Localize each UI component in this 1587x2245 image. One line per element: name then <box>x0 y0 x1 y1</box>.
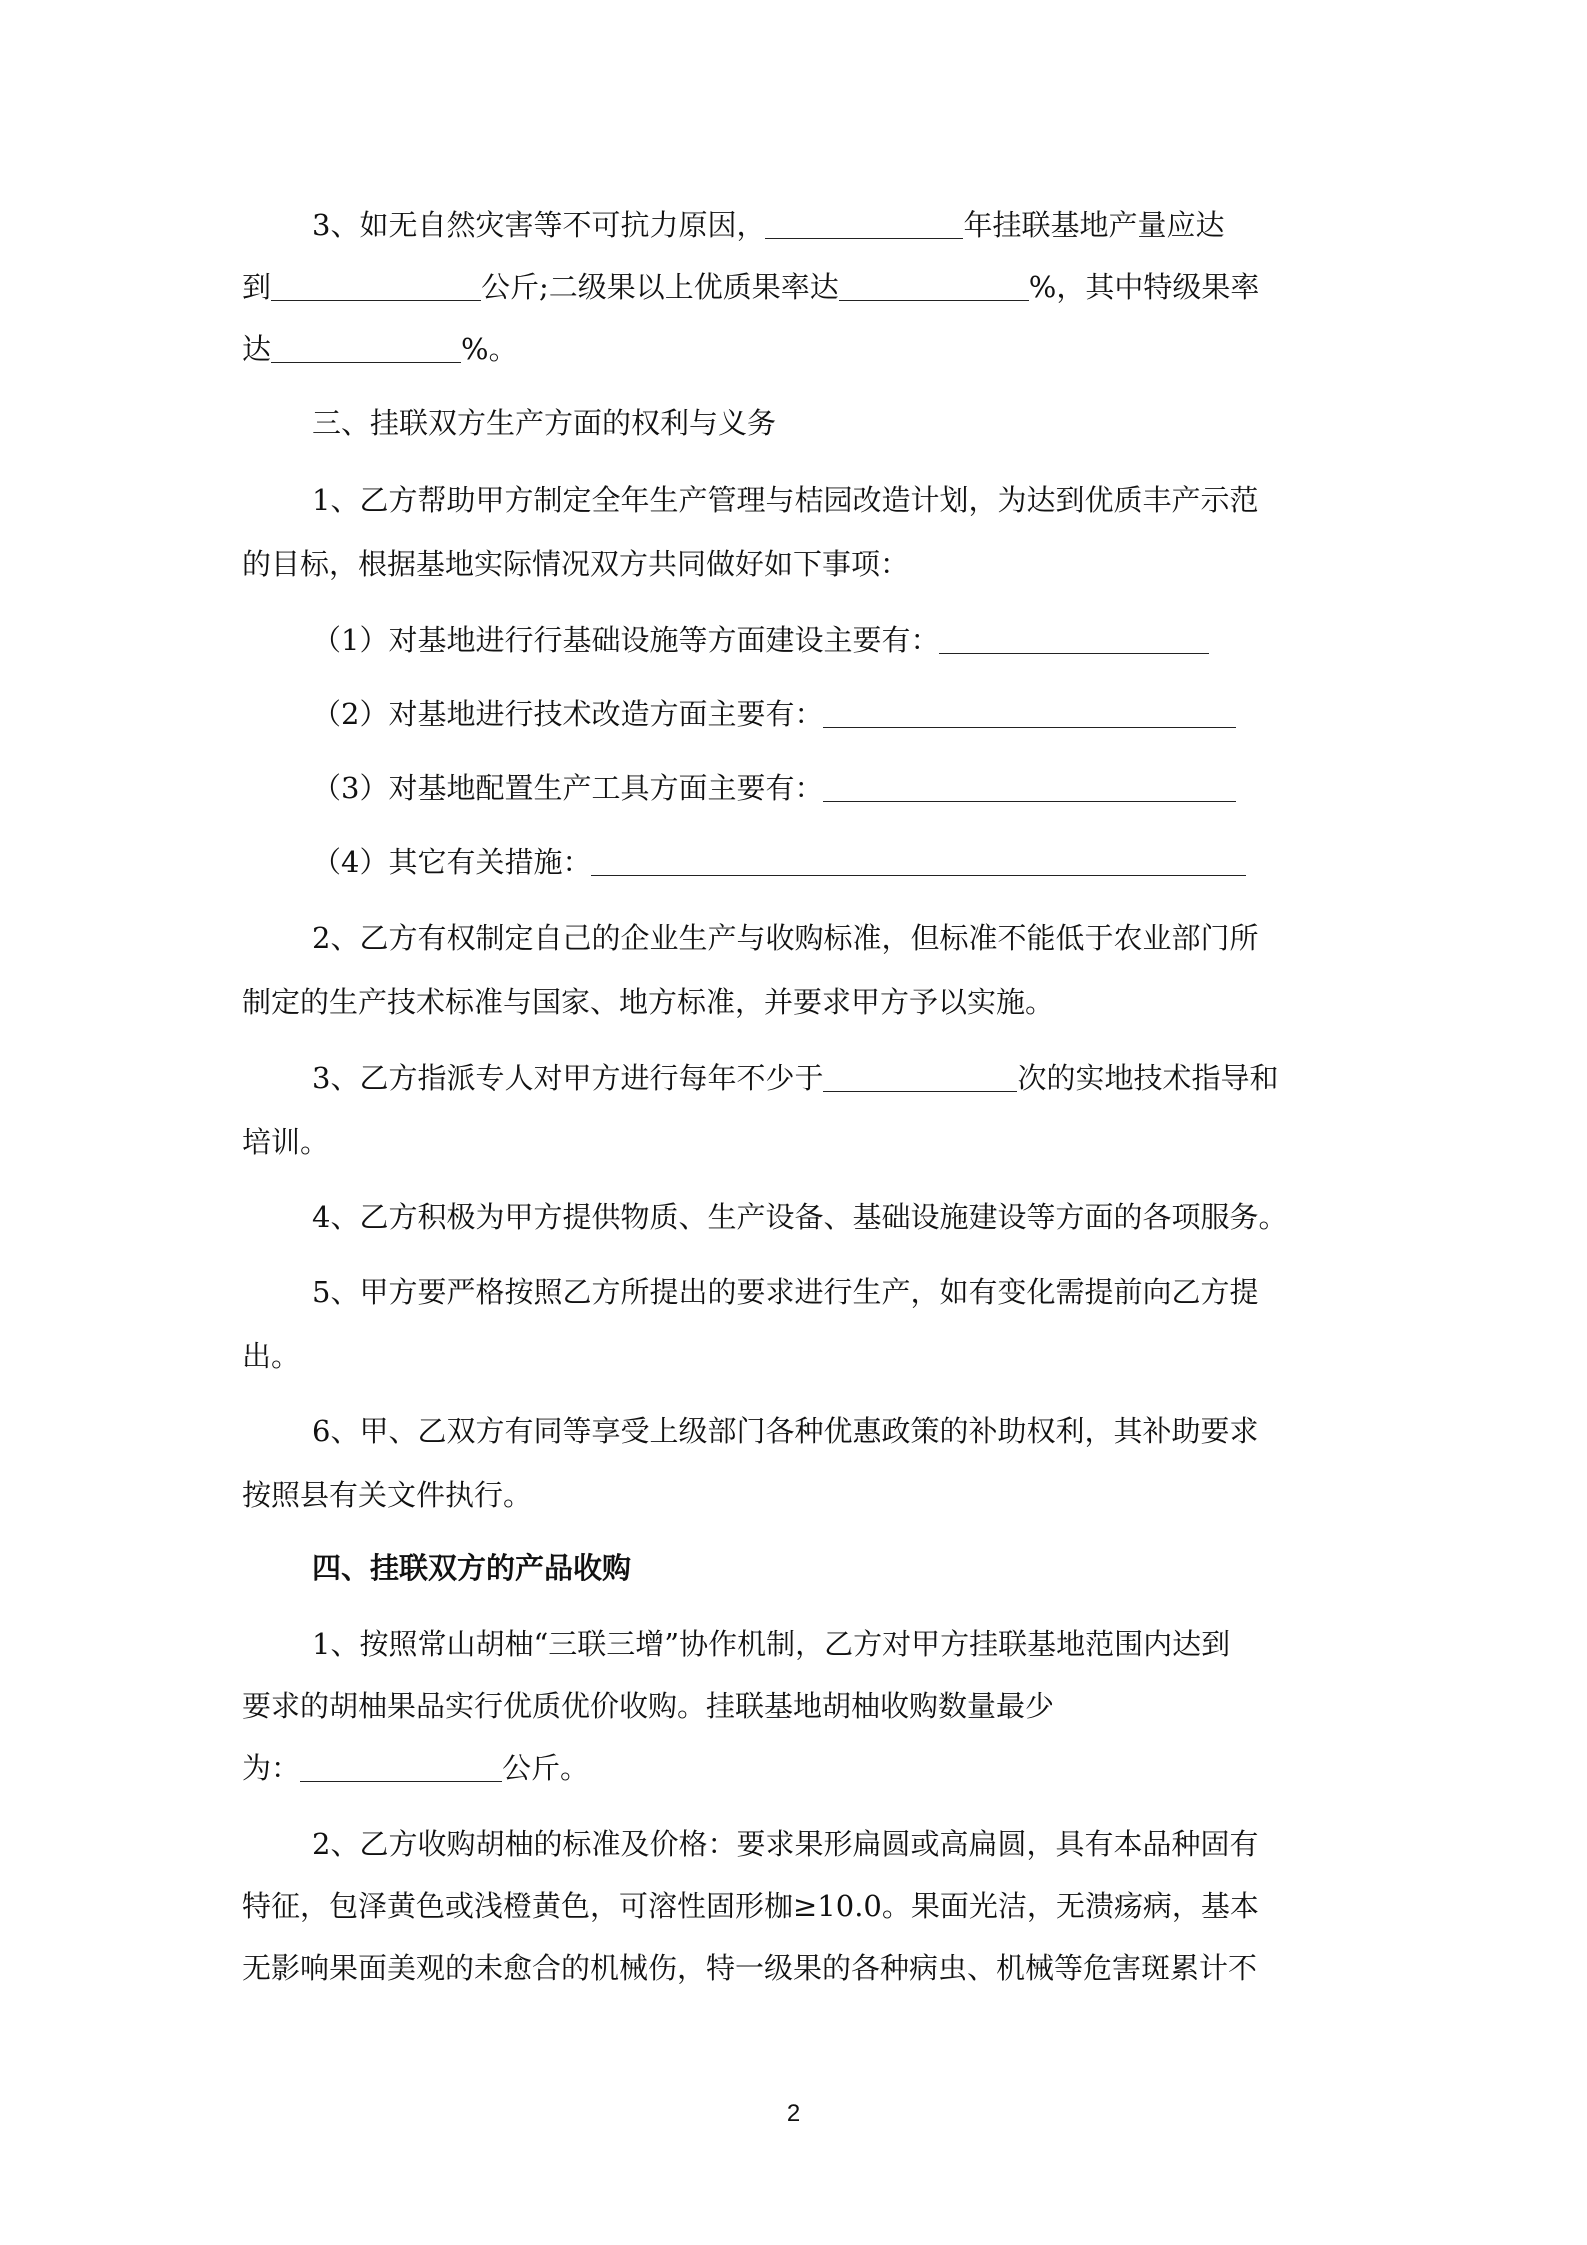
s3-p3-line-1 <box>312 1058 1278 1098</box>
item-label: （4）其它有关措施： <box>312 845 592 879</box>
s3-p2-line-2: 制定的生产技术标准与国家、地方标准，并要求甲方予以实施。 <box>242 985 1055 1019</box>
s3-item-3 <box>312 768 1236 808</box>
s4-p1-line-3 <box>242 1748 589 1788</box>
s4-p2-line-3: 无影响果面美观的未愈合的机械伤，特一级果的各种病虫、机械等危害斑累计不 <box>242 1951 1258 1985</box>
s3-p4: 4、乙方积极为甲方提供物质、生产设备、基础设施建设等方面的各项服务。 <box>312 1200 1288 1234</box>
section-4-heading: 四、挂联双方的产品收购 <box>312 1551 632 1585</box>
s3-p1-line-1: 1、乙方帮助甲方制定全年生产管理与桔园改造计划，为达到优质丰产示范 <box>312 483 1259 517</box>
clause-text: 年挂联基地产量应达 <box>963 208 1225 242</box>
clause-text: %，其中特级果率 <box>1028 270 1260 304</box>
yield-clause-line-3 <box>242 329 518 369</box>
s4-p2-line-2: 特征，包泽黄色或浅橙黄色，可溶性固形枷≥10.0。果面光洁，无溃疡病，基本 <box>242 1889 1259 1923</box>
s3-p6-line-2: 按照县有关文件执行。 <box>242 1478 533 1512</box>
quality-rate-blank[interactable] <box>839 270 1029 301</box>
section-3-heading: 三、挂联双方生产方面的权利与义务 <box>312 406 777 440</box>
clause-text: 公斤。 <box>502 1751 590 1785</box>
page-number: 2 <box>786 2100 801 2127</box>
s3-item-4 <box>312 842 1246 882</box>
other-measures-blank[interactable] <box>591 845 1246 876</box>
item-label: （1）对基地进行行基础设施等方面建设主要有： <box>312 623 940 657</box>
s4-p1-line-1: 1、按照常山胡柚“三联三增”协作机制，乙方对甲方挂联基地范围内达到 <box>312 1627 1231 1661</box>
premium-rate-blank[interactable] <box>271 332 461 363</box>
clause-text: 次的实地技术指导和 <box>1017 1061 1279 1095</box>
s3-p3-line-2: 培训。 <box>242 1125 330 1159</box>
s3-p5-line-2: 出。 <box>242 1339 301 1373</box>
s3-p2-line-1: 2、乙方有权制定自己的企业生产与收购标准，但标准不能低于农业部门所 <box>312 921 1259 955</box>
s4-p1-line-2: 要求的胡柚果品实行优质优价收购。挂联基地胡柚收购数量最少 <box>242 1689 1055 1723</box>
tech-upgrade-blank[interactable] <box>823 697 1236 728</box>
s3-p5-line-1: 5、甲方要严格按照乙方所提出的要求进行生产，如有变化需提前向乙方提 <box>312 1275 1259 1309</box>
yield-clause-line-1 <box>312 205 1224 245</box>
clause-text: 为： <box>242 1751 301 1785</box>
clause-text: 3、如无自然灾害等不可抗力原因， <box>312 208 766 242</box>
item-label: （2）对基地进行技术改造方面主要有： <box>312 697 824 731</box>
yield-kg-blank[interactable] <box>271 270 481 301</box>
s3-p6-line-1: 6、甲、乙双方有同等享受上级部门各种优惠政策的补助权利，其补助要求 <box>312 1414 1259 1448</box>
clause-text: %。 <box>461 332 518 366</box>
s3-item-2 <box>312 694 1236 734</box>
year-blank[interactable] <box>765 208 963 239</box>
s3-p1-line-2: 的目标，根据基地实际情况双方共同做好如下事项： <box>242 547 910 581</box>
s3-item-1 <box>312 620 1209 660</box>
clause-text: 公斤;二级果以上优质果率达 <box>481 270 839 304</box>
clause-text: 达 <box>242 332 272 366</box>
s4-p2-line-1: 2、乙方收购胡柚的标准及价格：要求果形扁圆或高扁圆，具有本品种固有 <box>312 1827 1259 1861</box>
item-label: （3）对基地配置生产工具方面主要有： <box>312 771 824 805</box>
clause-text: 3、乙方指派专人对甲方进行每年不少于 <box>312 1061 824 1095</box>
guidance-times-blank[interactable] <box>823 1061 1017 1092</box>
purchase-kg-blank[interactable] <box>300 1751 502 1782</box>
clause-text: 到 <box>242 270 272 304</box>
tools-blank[interactable] <box>823 771 1236 802</box>
yield-clause-line-2 <box>242 267 1259 307</box>
infrastructure-blank[interactable] <box>939 623 1209 654</box>
